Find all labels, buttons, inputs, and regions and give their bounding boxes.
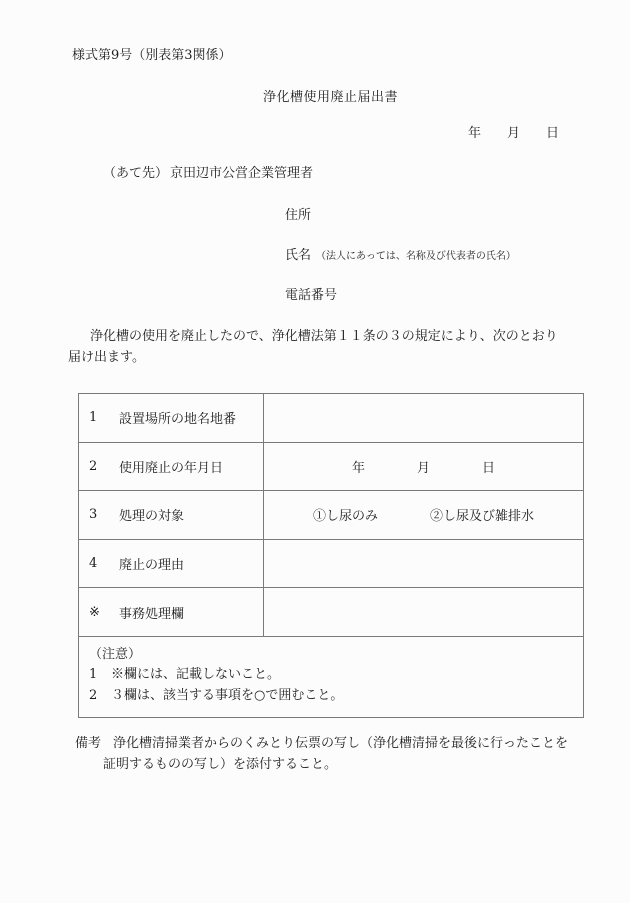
phone-label: 電話番号 (285, 288, 338, 303)
row-label (79, 394, 264, 442)
form-number: 様式第9号（別表第3関係） (72, 48, 232, 63)
remarks-block (75, 733, 568, 775)
name-note: （法人にあっては、名称及び代表者の氏名） (316, 251, 516, 262)
row-value-cell (264, 588, 583, 636)
note-number: 2 (89, 687, 98, 703)
row-label-text: 処理の対象 (119, 509, 185, 525)
row-label-text: 使用廃止の年月日 (119, 460, 224, 476)
note-text: ３欄は、該当する事項を○で囲むこと。 (111, 687, 344, 703)
addressee-name: 京田辺市公営企業管理者 (170, 166, 314, 181)
row-label (79, 443, 264, 491)
row-value-cell (264, 540, 583, 588)
note-text: ※欄には、記載しないこと。 (111, 667, 281, 683)
table-row-office-use (79, 588, 583, 637)
row-number: ※ (89, 604, 100, 620)
table-notes (79, 637, 583, 717)
addressee-label: （あて先） (103, 166, 169, 181)
table-row-reason (79, 540, 583, 589)
table-row-treatment-target (79, 491, 583, 540)
row-label (79, 588, 264, 636)
body-text-line1: 浄化槽の使用を廃止したので、浄化槽法第１１条の３の規定により、次のとおり (90, 329, 558, 344)
row-value-cell: 年 月 日 (351, 460, 495, 476)
table-row-discontinuation-date (79, 443, 583, 492)
row-label (79, 491, 264, 539)
addressee-line (103, 164, 314, 184)
row-value-cell (264, 394, 583, 442)
row-number: 1 (89, 410, 98, 426)
name-line (285, 246, 516, 267)
row-value-cell: ①し尿のみ ②し尿及び雑排水 (312, 509, 534, 525)
row-label-text: 設置場所の地名地番 (119, 412, 237, 428)
name-label: 氏名 (285, 248, 312, 263)
notes-heading: （注意） (89, 646, 142, 662)
note-number: 1 (89, 667, 98, 683)
body-text-line2: 届け出ます。 (68, 350, 145, 365)
note-item (89, 686, 583, 707)
row-label (79, 540, 264, 588)
row-number: 2 (89, 458, 98, 474)
application-table (78, 393, 584, 718)
note-item (89, 665, 583, 686)
row-label-text: 事務処理欄 (119, 606, 185, 622)
table-row-installation-site (79, 394, 583, 443)
remarks-line2: 証明するものの写し）を添付すること。 (103, 757, 338, 772)
date-line: 年 月 日 (468, 126, 560, 141)
row-label-text: 廃止の理由 (119, 558, 185, 574)
page-title: 浄化槽使用廃止届出書 (263, 90, 399, 105)
row-number: 3 (89, 507, 98, 523)
remarks-line1: 浄化槽清掃業者からのくみとり伝票の写し（浄化槽清掃を最後に行ったことを (113, 736, 569, 751)
body-text (68, 326, 558, 368)
remarks-text (103, 733, 569, 775)
row-number: 4 (89, 556, 98, 572)
remarks-label: 備考 (75, 736, 102, 751)
address-label: 住所 (285, 208, 312, 223)
